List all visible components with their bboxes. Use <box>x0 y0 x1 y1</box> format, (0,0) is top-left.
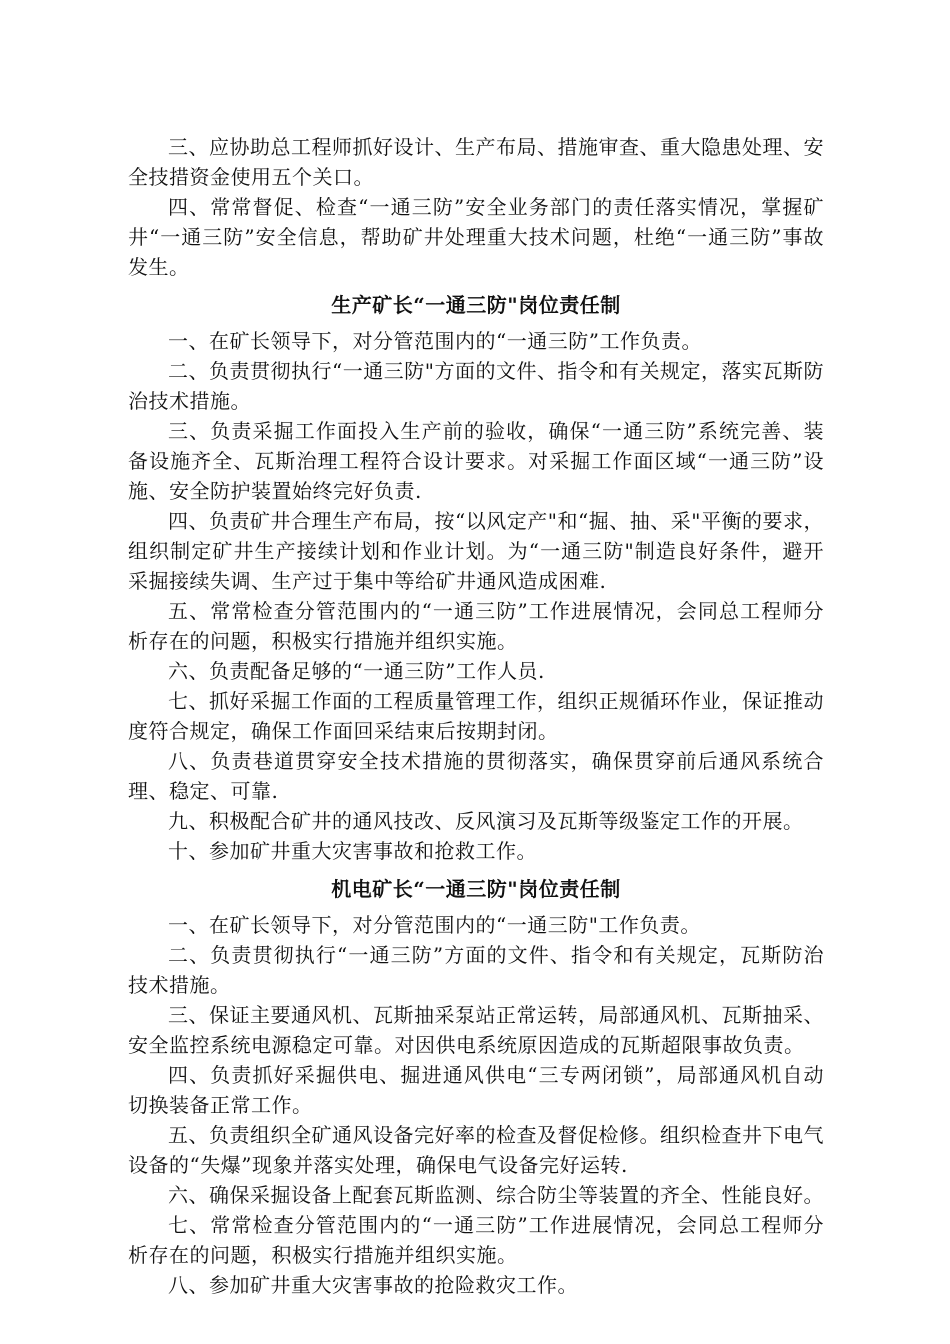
section-title-electromechanical: 机电矿长“一通三防"岗位责任制 <box>331 877 621 901</box>
paragraph-production-2: 二、负责贯彻执行“一通三防"方面的文件、指令和有关规定，落实瓦斯防治技术措施。 <box>128 359 824 413</box>
paragraph-production-7: 七、抓好采掘工作面的工程质量管理工作，组织正规循环作业，保证推动度符合规定，确保工作面回采结束后按期封闭。 <box>128 689 824 743</box>
paragraph-production-8: 八、负责巷道贯穿安全技术措施的贯彻落实，确保贯穿前后通风系统合理、稳定、可靠. <box>128 749 824 803</box>
paragraph-production-3: 三、负责采掘工作面投入生产前的验收，确保“一通三防”系统完善、装备设施齐全、瓦斯治理工程符合设计要求。对采掘工作面区域“一通三防”设施、安全防护装置始终完好负责. <box>128 419 824 503</box>
paragraph-top-4: 四、常常督促、检查“一通三防”安全业务部门的责任落实情况，掌握矿井“一通三防”安全信息，帮助矿井处理重大技术问题，杜绝“一通三防”事故发生。 <box>128 195 824 279</box>
paragraph-electromechanical-6: 六、确保采掘设备上配套瓦斯监测、综合防尘等装置的齐全、性能良好。 <box>168 1183 824 1207</box>
paragraph-electromechanical-2: 二、负责贯彻执行“一通三防”方面的文件、指令和有关规定，瓦斯防治技术措施。 <box>128 943 824 997</box>
paragraph-top-3: 三、应协助总工程师抓好设计、生产布局、措施审查、重大隐患处理、安全技措资金使用五个关口。 <box>128 135 824 189</box>
paragraph-electromechanical-3: 三、保证主要通风机、瓦斯抽采泵站正常运转，局部通风机、瓦斯抽采、安全监控系统电源稳定可靠。对因供电系统原因造成的瓦斯超限事故负责。 <box>128 1003 824 1057</box>
paragraph-production-9: 九、积极配合矿井的通风技改、反风演习及瓦斯等级鉴定工作的开展。 <box>168 809 804 833</box>
paragraph-production-10: 十、参加矿井重大灾害事故和抢救工作。 <box>168 839 537 863</box>
paragraph-electromechanical-5: 五、负责组织全矿通风设备完好率的检查及督促检修。组织检查井下电气设备的“失爆”现象并落实处理，确保电气设备完好运转. <box>128 1123 824 1177</box>
paragraph-production-4: 四、负责矿井合理生产布局，按“以风定产"和“掘、抽、采"平衡的要求，组织制定矿井生产接续计划和作业计划。为“一通三防"制造良好条件，避开采掘接续失调、生产过于集中等给矿井通风造成困难. <box>128 509 824 593</box>
document-page <box>128 132 824 1300</box>
paragraph-electromechanical-7: 七、常常检查分管范围内的“一通三防”工作进展情况，会同总工程师分析存在的问题，积极实行措施并组织实施。 <box>128 1213 824 1267</box>
section-title-production: 生产矿长“一通三防"岗位责任制 <box>331 293 621 317</box>
paragraph-production-1: 一、在矿长领导下，对分管范围内的“一通三防”工作负责。 <box>168 329 702 353</box>
paragraph-production-5: 五、常常检查分管范围内的“一通三防”工作进展情况，会同总工程师分析存在的问题，积极实行措施并组织实施。 <box>128 599 824 653</box>
paragraph-electromechanical-1: 一、在矿长领导下，对分管范围内的“一通三防"工作负责。 <box>168 913 701 937</box>
paragraph-electromechanical-4: 四、负责抓好采掘供电、掘进通风供电“三专两闭锁”，局部通风机自动切换装备正常工作。 <box>128 1063 824 1117</box>
paragraph-production-6: 六、负责配备足够的“一通三防”工作人员. <box>168 659 545 683</box>
paragraph-electromechanical-8: 八、参加矿井重大灾害事故的抢险救灾工作。 <box>168 1273 578 1297</box>
